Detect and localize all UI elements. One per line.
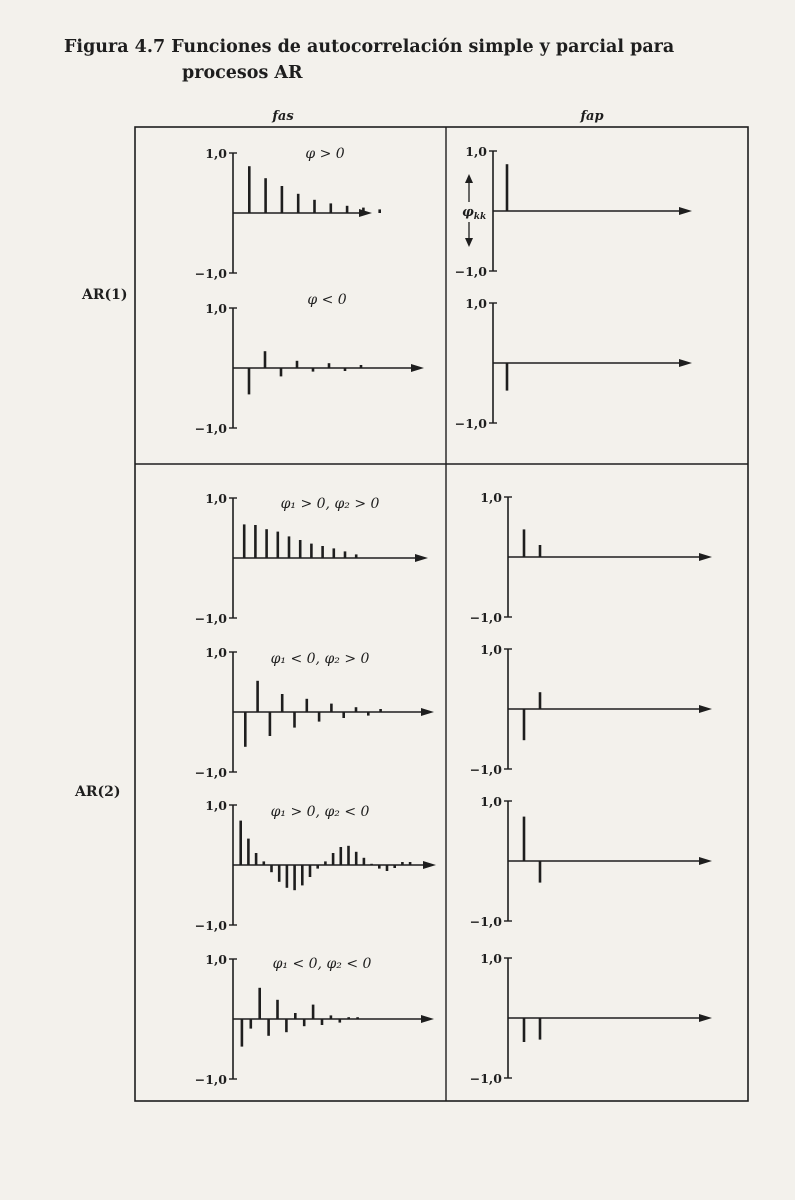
panel-6-fas-condition-label: φ₁ < 0, φ₂ > 0 (270, 651, 370, 667)
panel-2-fas-condition-label: φ < 0 (307, 292, 347, 308)
panel-10-fas-condition-label: φ₁ < 0, φ₂ < 0 (272, 956, 372, 972)
panel-11-fap-tick-label-top: 1,0 (480, 951, 502, 966)
panel-5-fap-x-arrow (699, 553, 712, 561)
panel-11-fap-x-arrow (699, 1014, 712, 1022)
panel-1-fap-tick-label-bottom: −1,0 (454, 264, 487, 279)
panel-0-fas-tick-label-top: 1,0 (205, 146, 227, 161)
panel-9-fap-tick-label-bottom: −1,0 (469, 914, 502, 929)
panel-3-fap-tick-label-top: 1,0 (465, 296, 487, 311)
panel-6-fas-x-arrow (421, 708, 434, 716)
panel-3-fap-x-arrow (679, 359, 692, 367)
group-label-ar2: AR(2) (75, 784, 121, 800)
panel-10-fas-tick-label-top: 1,0 (205, 952, 227, 967)
panel-4-fas-tick-label-top: 1,0 (205, 491, 227, 506)
panel-1-fap-x-arrow (679, 207, 692, 215)
panel-2-fas-x-arrow (411, 364, 424, 372)
phi-kk-arrow-down-head (465, 238, 473, 247)
panel-5-fap-tick-label-top: 1,0 (480, 490, 502, 505)
panel-4-fas-x-arrow (415, 554, 428, 562)
panel-3-fap-tick-label-bottom: −1,0 (454, 416, 487, 431)
panel-6-fas-tick-label-bottom: −1,0 (194, 765, 227, 780)
caption-line-2: procesos AR (182, 63, 303, 83)
panel-2-fas-tick-label-bottom: −1,0 (194, 421, 227, 436)
panel-10-fas-tick-label-bottom: −1,0 (194, 1072, 227, 1087)
group-label-ar1: AR(1) (82, 287, 128, 303)
panel-9-fap-x-arrow (699, 857, 712, 865)
panel-10-fas-x-arrow (421, 1015, 434, 1023)
panel-4-fas-tick-label-bottom: −1,0 (194, 611, 227, 626)
panel-4-fas-condition-label: φ₁ > 0, φ₂ > 0 (280, 496, 380, 512)
panel-8-fas-x-arrow (423, 861, 436, 869)
panel-6-fas-tick-label-top: 1,0 (205, 645, 227, 660)
panel-5-fap-tick-label-bottom: −1,0 (469, 610, 502, 625)
panel-0-fas-condition-label: φ > 0 (305, 146, 345, 162)
panel-11-fap-tick-label-bottom: −1,0 (469, 1071, 502, 1086)
caption-line-1: Funciones de autocorrelación simple y parcial para (171, 37, 675, 57)
panel-1-fap-tick-label-top: 1,0 (465, 144, 487, 159)
panel-8-fas-tick-label-bottom: −1,0 (194, 918, 227, 933)
panel-8-fas-tick-label-top: 1,0 (205, 798, 227, 813)
panel-7-fap-x-arrow (699, 705, 712, 713)
panel-7-fap-tick-label-bottom: −1,0 (469, 762, 502, 777)
column-header-fas: fas (272, 109, 294, 124)
panel-8-fas-condition-label: φ₁ > 0, φ₂ < 0 (270, 804, 370, 820)
panel-0-fas-x-arrow (359, 209, 372, 217)
panel-2-fas-tick-label-top: 1,0 (205, 301, 227, 316)
panel-0-fas-tick-label-bottom: −1,0 (194, 266, 227, 281)
phi-kk-arrow-up-head (465, 174, 473, 183)
panel-9-fap-tick-label-top: 1,0 (480, 794, 502, 809)
panel-7-fap-tick-label-top: 1,0 (480, 642, 502, 657)
column-header-fap: fap (580, 109, 604, 124)
phi-kk-label: $\varphi_{kk}$ (462, 205, 487, 222)
figure-number: Figura 4.7 (64, 37, 166, 57)
